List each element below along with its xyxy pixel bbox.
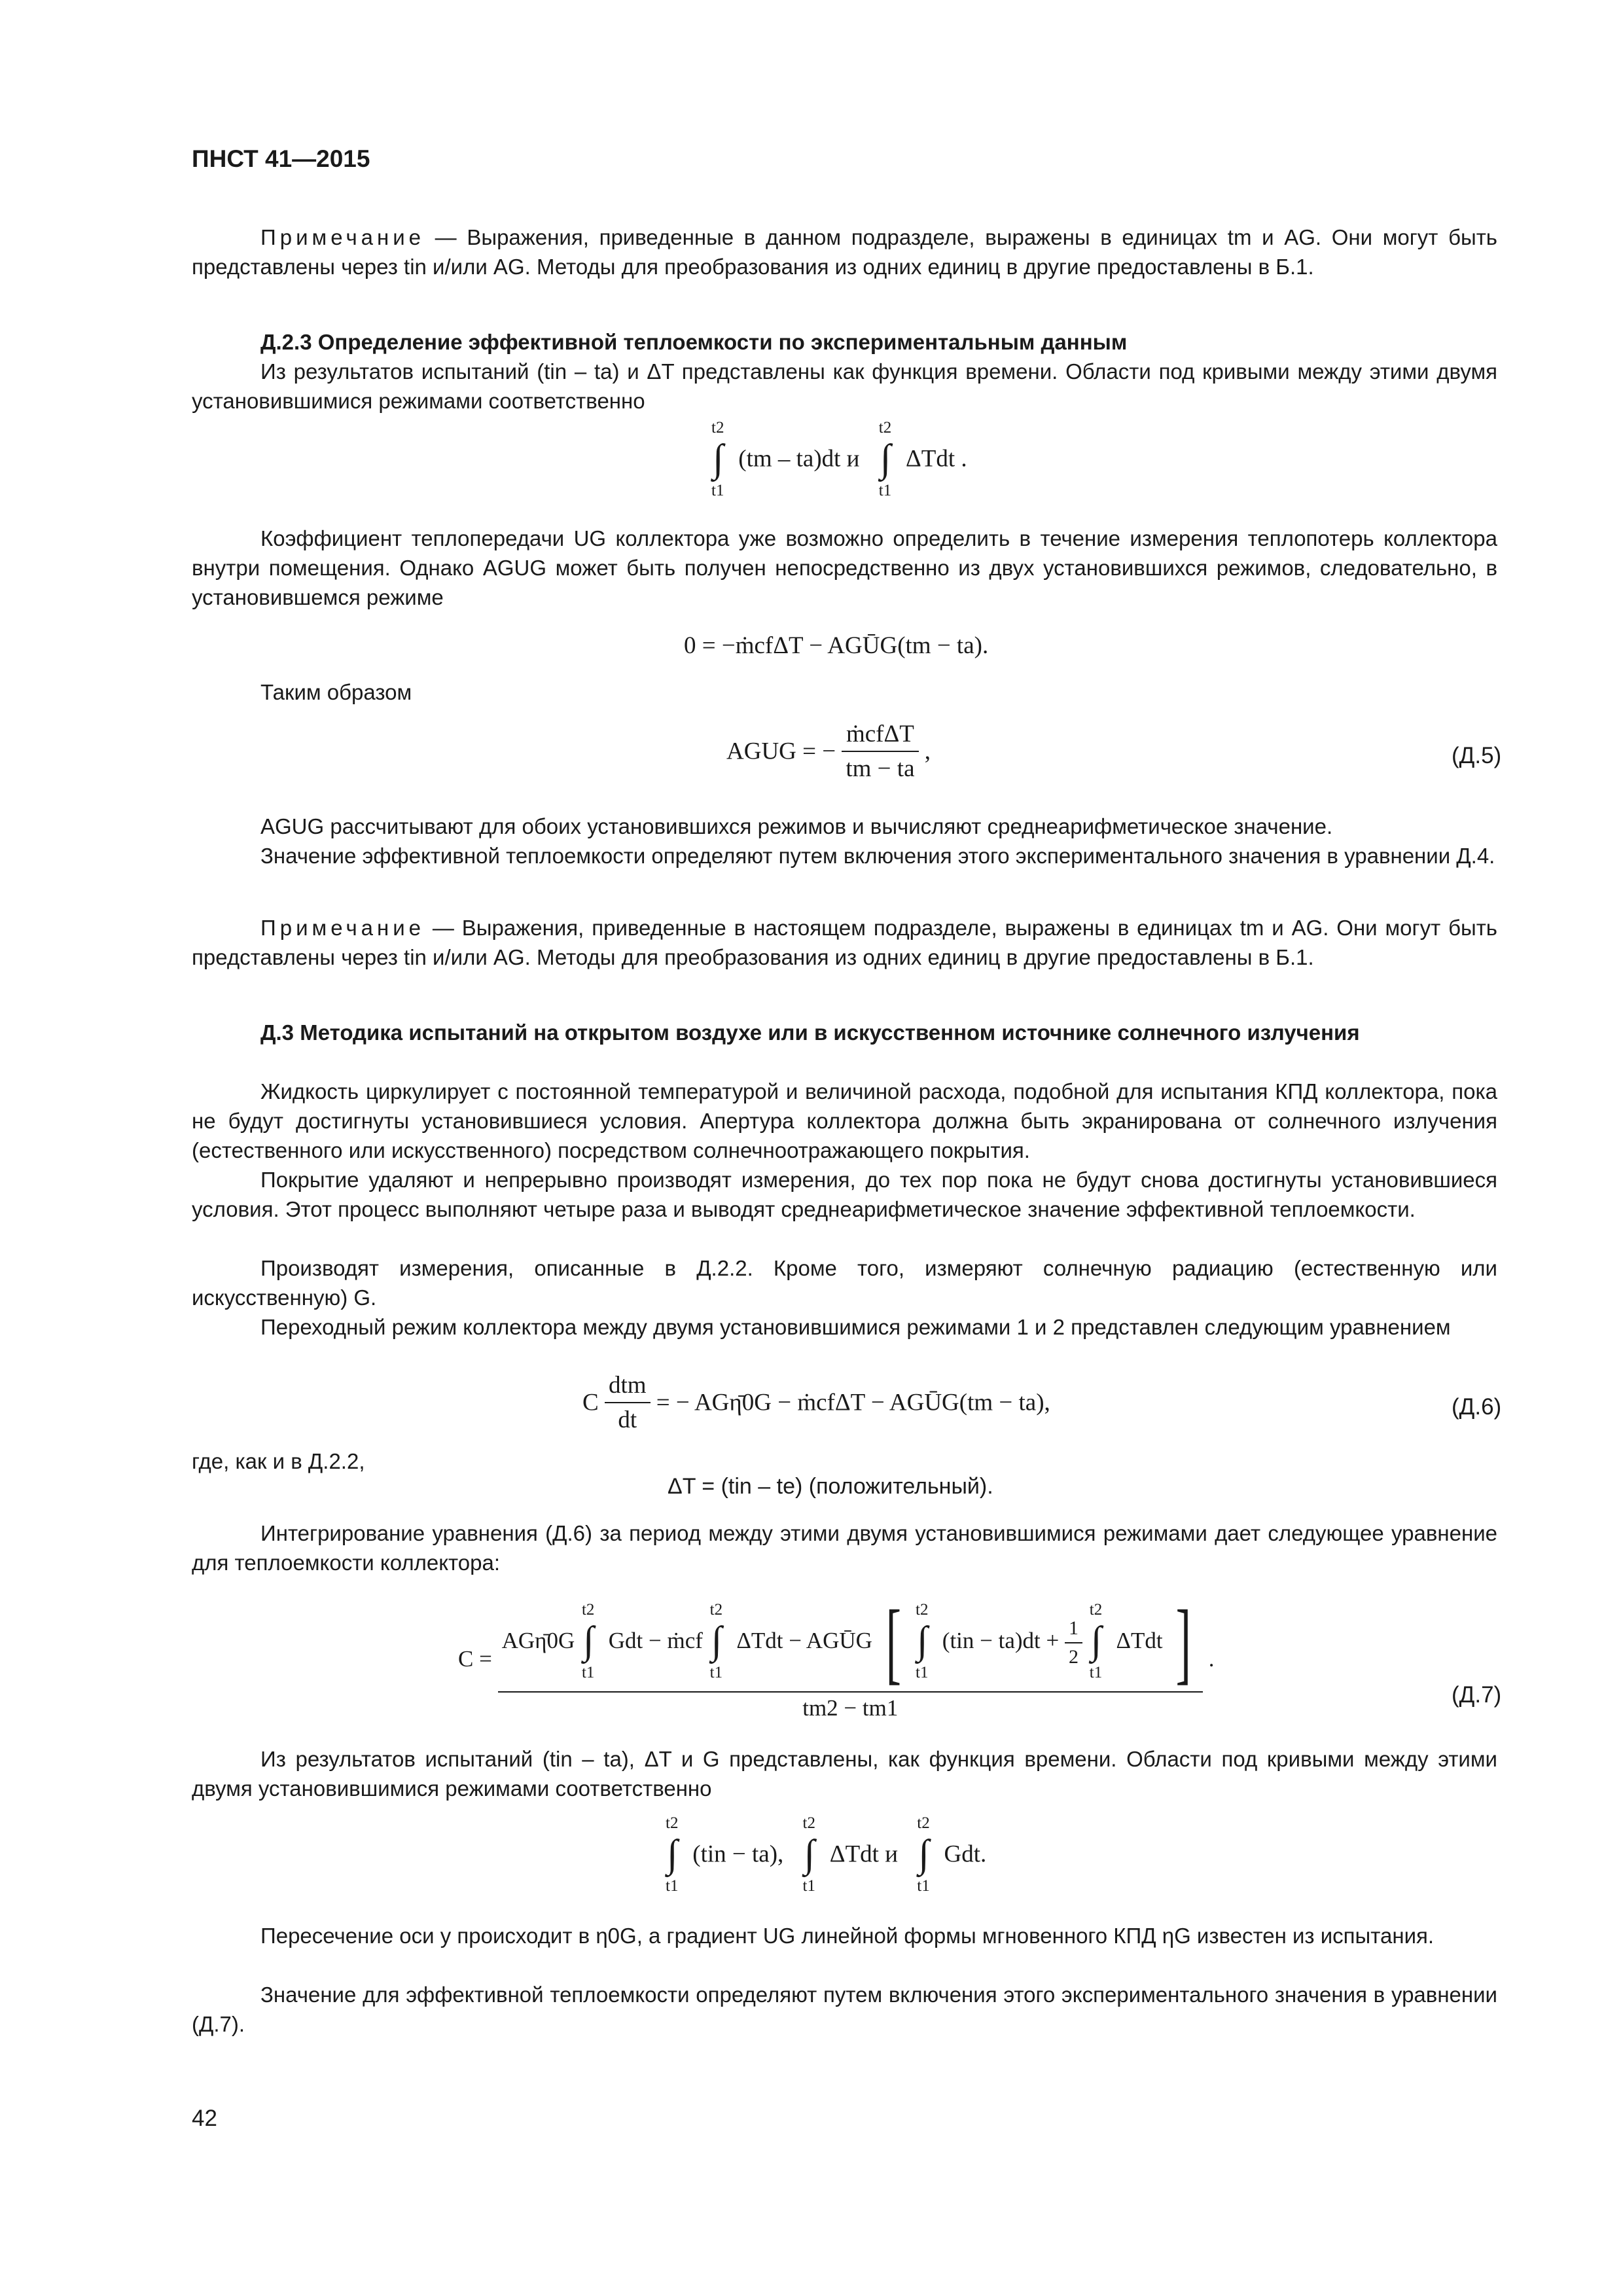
integral-2-body: ΔTdt .	[906, 445, 967, 473]
note-2	[192, 913, 1497, 972]
section-d3-paragraph-8: Пересечение оси y происходит в η0G, а градиент UG линейной формы мгновенного КПД ηG известен из испытания.	[260, 1924, 1435, 1948]
equation-integrals-2: t2 ∫ t1 (tin − ta), t2 ∫ t1 ΔTdt и t2 ∫ t1 Gdt.	[666, 1814, 987, 1895]
section-d3-paragraph-3: Производят измерения, описанные в Д.2.2. Кроме того, измеряют солнечную радиацию (естественную или искусственную) G.	[192, 1256, 1497, 1310]
section-d3-paragraph-1: Жидкость циркулирует с постоянной температурой и величиной расхода, подобной для испытания КПД коллектора, пока не будут достигнуты установившиеся условия. Апертура коллектора должна быть экранирована от солнечного излучения (естественного или искусственного) посредством солнечноотражающего покрытия.	[192, 1079, 1497, 1162]
equation-steady-state: 0 = −ṁcfΔT − AGŪG(tm − ta).	[684, 632, 989, 659]
note-1-label: Примечание	[260, 225, 425, 249]
section-d23-paragraph-4: AGUG рассчитывают для обоих установившихся режимов и вычисляют среднеарифметическое значение.	[260, 814, 1333, 838]
page-number: 42	[192, 2106, 217, 2131]
section-d23-paragraph-5: Значение эффективной теплоемкости определяют путем включения этого экспериментального значения в уравнении Д.4.	[260, 844, 1495, 868]
section-d3-paragraph-2: Покрытие удаляют и непрерывно производят измерения, до тех пор пока не будут снова достигнуты установившиеся условия. Этот процесс выполняют четыре раза и выводят среднеарифметическое значение эффективной теплоемкости.	[192, 1168, 1497, 1221]
section-d3-paragraph-9: Значение для эффективной теплоемкости определяют путем включения этого экспериментального значения в уравнении (Д.7).	[192, 1982, 1497, 2036]
section-d3-paragraph-5: где, как и в Д.2.2,	[192, 1449, 365, 1473]
equation-d6-number: (Д.6)	[1452, 1394, 1502, 1420]
integral-sign: t2 ∫ t1	[878, 419, 892, 499]
note-2-label: Примечание	[260, 916, 425, 940]
section-d23-paragraph-2: Коэффициент теплопередачи UG коллектора уже возможно определить в течение измерения теплопотерь коллектора внутри помещения. Однако AGUG может быть получен непосредственно из двух установившихся режимов, следовательно, в установившемся режиме	[192, 526, 1497, 609]
integral-1-body: (tm – ta)dt и	[738, 445, 860, 473]
equation-integrals-1	[710, 419, 967, 499]
note-2-text: — Выражения, приведенные в настоящем подразделе, выражены в единицах tm и AG. Они могут быть представлены через tin и/или AG. Методы для преобразования из одних единиц в другие предоставлены в Б.1.	[192, 916, 1497, 969]
section-d23-paragraph-1: Из результатов испытаний (tin – ta) и ΔT представлены как функция времени. Области под кривыми между этими двумя установившимися режимами соответственно	[192, 359, 1497, 413]
equation-d5-number: (Д.5)	[1452, 743, 1502, 768]
section-d3-heading: Д.3 Методика испытаний на открытом воздухе или в искусственном источнике солнечного излучения	[260, 1020, 1360, 1045]
integral-sign: t2 ∫ t1	[711, 419, 724, 499]
section-d23-heading: Д.2.3 Определение эффективной теплоемкости по экспериментальным данным	[260, 330, 1128, 354]
equation-d5: AGUG = − $\frac{\text{ṁcfΔT}}{tm - ta}$ ,	[726, 721, 931, 782]
document-code: ПНСТ 41—2015	[192, 145, 370, 172]
equation-delta-t: ΔT = (tin – te) (положительный).	[668, 1474, 993, 1499]
note-1	[192, 223, 1497, 281]
section-d3-paragraph-6: Интегрирование уравнения (Д.6) за период между этими двумя установившимися режимами дает следующее уравнение для теплоемкости коллектора:	[192, 1521, 1497, 1575]
section-d3-paragraph-4: Переходный режим коллектора между двумя установившимися режимами 1 и 2 представлен следующим уравнением	[260, 1315, 1451, 1339]
note-1-text: — Выражения, приведенные в данном подразделе, выражены в единицах tm и AG. Они могут быть представлены через tin и/или AG. Методы для преобразования из одних единиц в другие предоставлены в Б.1.	[192, 225, 1497, 279]
equation-d7-number: (Д.7)	[1452, 1682, 1502, 1708]
equation-d6: C $\frac{\text{dtm}}{dt}$ = − AGη̄0G − ṁcfΔT − AGŪG(tm − ta),	[582, 1372, 1050, 1433]
equation-d7: C = AGη̄0G t2 ∫ t1 Gdt − ṁcf t2 ∫ t1 ΔTdt − AGŪG [ t2 ∫ t1 (tin − ta)dt + $\frac{1}{2}$ t2 ∫ t1 ΔTdt ] tm2 − tm1 .	[458, 1592, 1215, 1721]
section-d3-paragraph-7: Из результатов испытаний (tin – ta), ΔT и G представлены, как функция времени. Области под кривыми между этими двумя установившимися режимами соответственно	[192, 1747, 1497, 1801]
section-d23-paragraph-3: Таким образом	[260, 680, 412, 704]
